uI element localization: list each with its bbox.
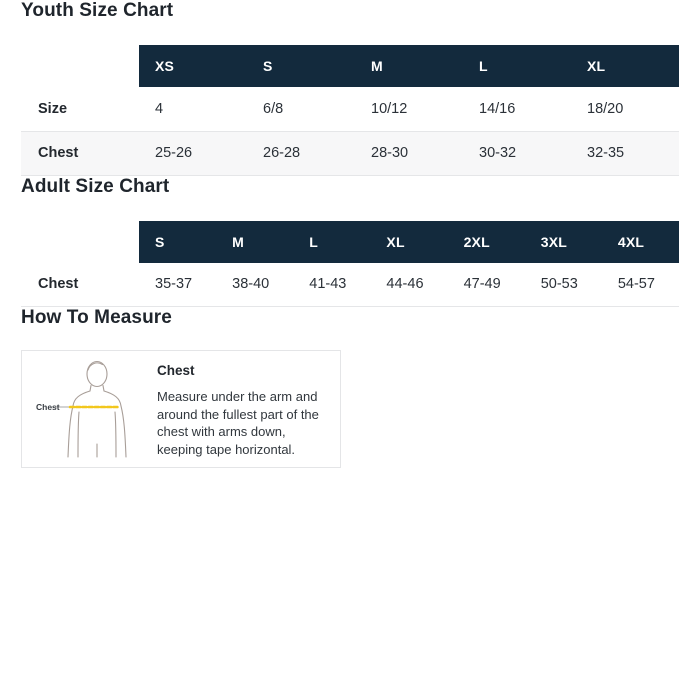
column-header: L	[293, 221, 370, 263]
torso-figure-icon	[33, 360, 157, 460]
size-value-cell: 32-35	[571, 131, 679, 175]
size-value-cell: 30-32	[463, 131, 571, 175]
measure-heading: Chest	[157, 363, 195, 378]
chest-measurement-diagram	[33, 360, 157, 458]
size-value-cell: 47-49	[448, 263, 525, 307]
row-label: Size	[38, 100, 68, 117]
size-value-cell: 54-57	[602, 263, 679, 307]
table-header-row	[21, 45, 679, 87]
how-to-measure-section	[21, 307, 679, 468]
row-label: Chest	[21, 263, 139, 307]
size-value-cell: 44-46	[370, 263, 447, 307]
size-value-cell: 26-28	[247, 131, 355, 175]
figure-chest-label: Chest	[36, 402, 60, 412]
youth-size-chart-section	[21, 0, 679, 176]
size-value-cell: 25-26	[139, 131, 247, 175]
table-row	[21, 87, 679, 131]
size-value-cell: 10/12	[371, 100, 408, 117]
measure-card	[21, 350, 341, 468]
size-value-cell: 6/8	[263, 100, 284, 117]
row-label: Chest	[21, 131, 139, 175]
how-to-measure-title: How To Measure	[21, 307, 172, 328]
youth-size-chart-title: Youth Size Chart	[21, 0, 174, 21]
size-value-cell: 14/16	[479, 100, 516, 117]
size-value-cell: 50-53	[525, 263, 602, 307]
size-value-cell: 38-40	[216, 263, 293, 307]
adult-size-chart-title: Adult Size Chart	[21, 175, 170, 197]
column-header: 3XL	[525, 221, 602, 263]
column-header: XL	[370, 221, 447, 263]
adult-size-table	[21, 221, 679, 308]
table-row	[21, 131, 679, 175]
table-corner-cell	[21, 221, 139, 263]
size-value-cell: 41-43	[293, 263, 370, 307]
table-row	[21, 263, 679, 307]
column-header: L	[463, 45, 571, 87]
table-corner-cell	[21, 45, 139, 87]
measure-instructions	[157, 360, 330, 458]
column-header: XL	[571, 45, 679, 87]
column-header: S	[247, 45, 355, 87]
measure-description: Measure under the arm and around the fullest part of the chest with arms down, keeping tape horizontal.	[157, 389, 319, 457]
size-value-cell: 4	[155, 100, 164, 117]
size-value-cell: 18/20	[587, 100, 624, 117]
youth-size-table	[21, 45, 679, 176]
adult-size-chart-section	[21, 176, 679, 308]
size-value-cell: 28-30	[355, 131, 463, 175]
size-value-cell: 35-37	[139, 263, 216, 307]
column-header: 4XL	[602, 221, 679, 263]
table-header-row	[21, 221, 679, 263]
column-header: M	[355, 45, 463, 87]
column-header: XS	[139, 45, 247, 87]
column-header: S	[139, 221, 216, 263]
column-header: 2XL	[448, 221, 525, 263]
column-header: M	[216, 221, 293, 263]
